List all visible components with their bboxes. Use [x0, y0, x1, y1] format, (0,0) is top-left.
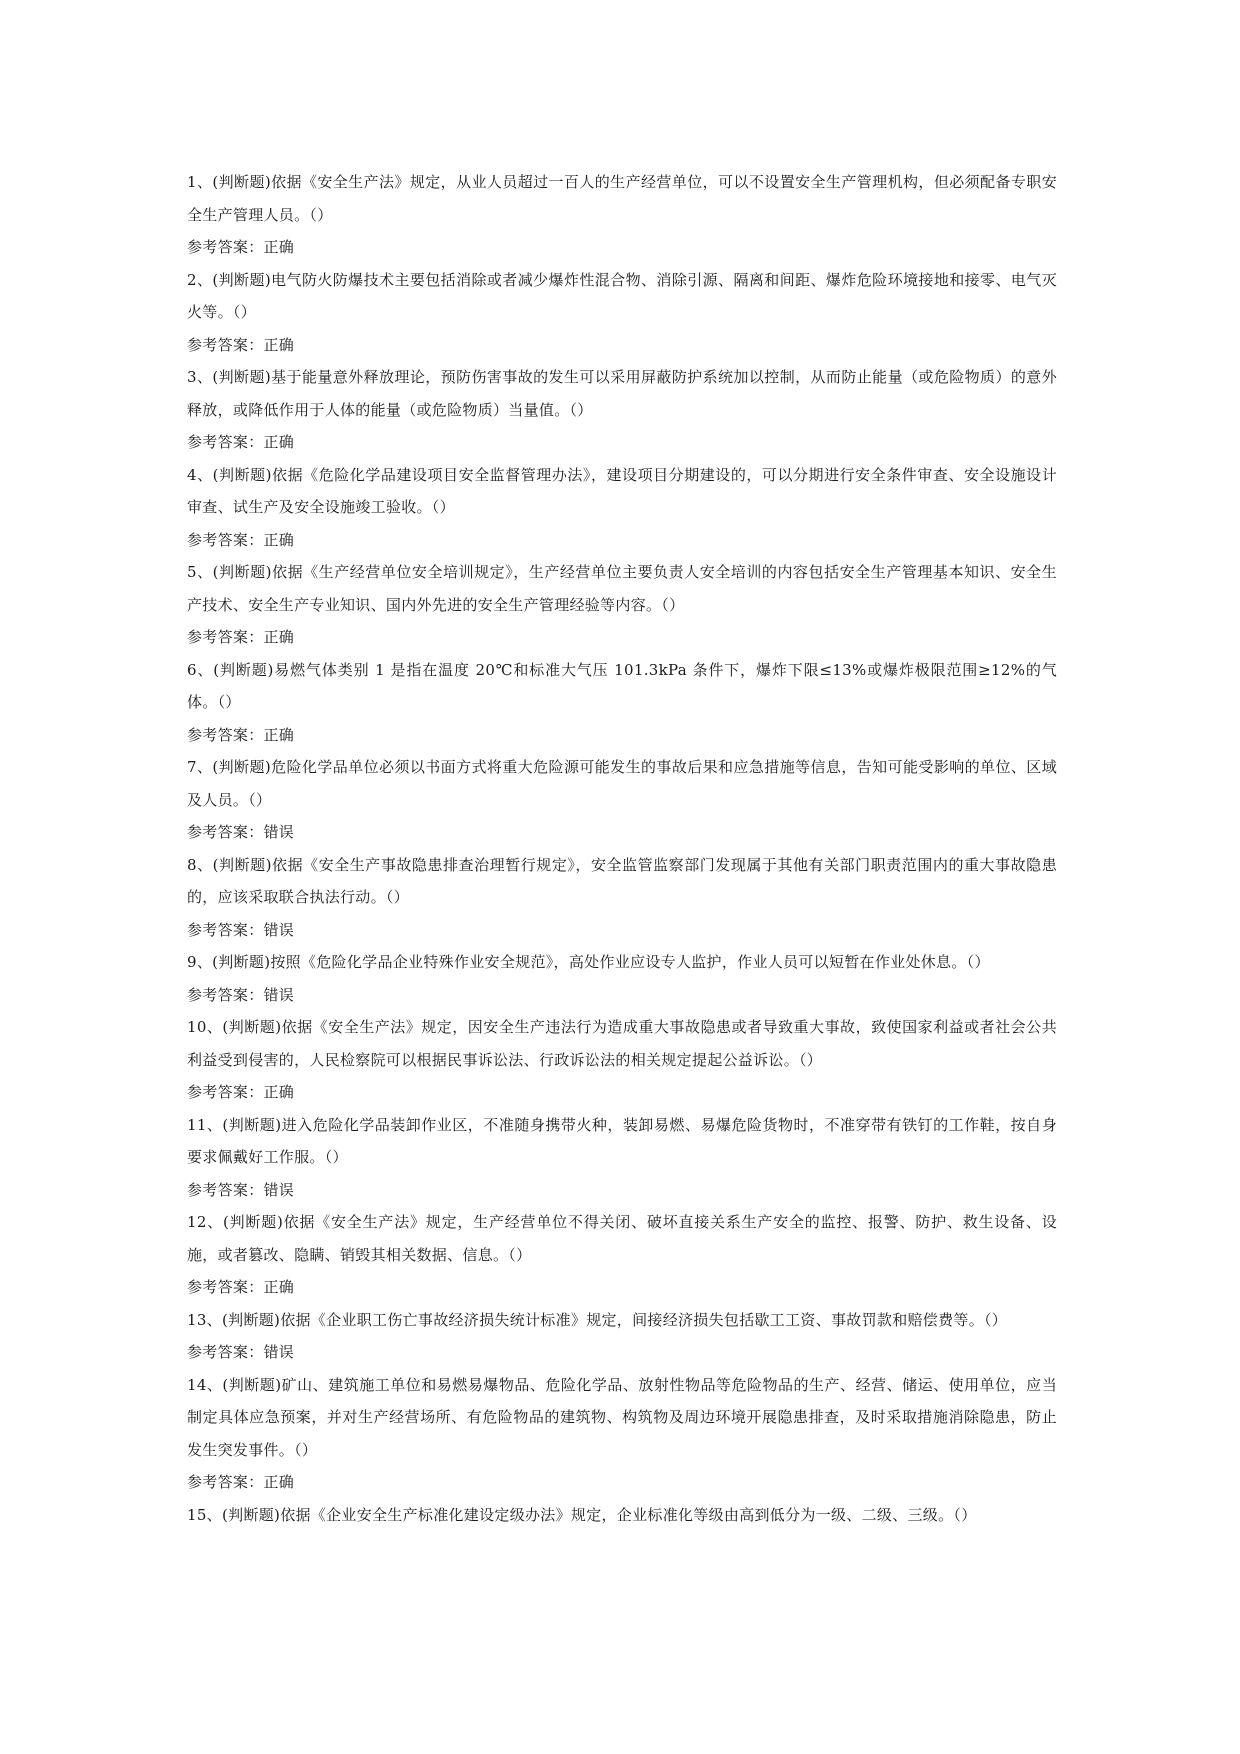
question-1: 1、(判断题)依据《安全生产法》规定，从业人员超过一百人的生产经营单位，可以不设置安全生产管理机构，但必须配备专职安全生产管理人员。（） [187, 173, 1057, 224]
question-2: 2、(判断题)电气防火防爆技术主要包括消除或者减少爆炸性混合物、消除引源、隔离和间距、爆炸危险环境接地和接零、电气灭火等。（） [187, 270, 1057, 321]
answer-4: 参考答案：正确 [187, 530, 295, 549]
answer-11: 参考答案：错误 [187, 1180, 295, 1199]
answer-14: 参考答案：正确 [187, 1473, 295, 1491]
question-9: 9、(判断题)按照《危险化学品企业特殊作业安全规范》，高处作业应设专人监护，作业人员可以短暂在作业处休息。（） [187, 953, 990, 971]
answer-5: 参考答案：正确 [187, 628, 295, 646]
question-11: 11、(判断题)进入危险化学品装卸作业区，不准随身携带火种，装卸易燃、易爆危险货物时，不准穿带有铁钉的工作鞋，按自身要求佩戴好工作服。（） [187, 1115, 1057, 1166]
question-14: 14、(判断题)矿山、建筑施工单位和易燃易爆物品、危险化学品、放射性物品等危险物品的生产、经营、储运、使用单位，应当制定具体应急预案，并对生产经营场所、有危险物品的建筑物、构筑物及周边环境开展隐患排查，及时采取措施消除隐患，防止发生突发事件。（） [187, 1375, 1057, 1459]
answer-9: 参考答案：错误 [187, 985, 295, 1004]
question-10: 10、(判断题)依据《安全生产法》规定，因安全生产违法行为造成重大事故隐患或者导致重大事故，致使国家利益或者社会公共利益受到侵害的，人民检察院可以根据民事诉讼法、行政诉讼法的相关规定提起公益诉讼。（） [187, 1018, 1057, 1069]
answer-8: 参考答案：错误 [187, 920, 295, 939]
question-7: 7、(判断题)危险化学品单位必须以书面方式将重大危险源可能发生的事故后果和应急措施等信息，告知可能受影响的单位、区域及人员。（） [187, 758, 1057, 809]
answer-3: 参考答案：正确 [187, 433, 295, 451]
answer-13: 参考答案：错误 [187, 1343, 295, 1361]
answer-6: 参考答案：正确 [187, 725, 295, 744]
question-5: 5、(判断题)依据《生产经营单位安全培训规定》，生产经营单位主要负责人安全培训的内容包括安全生产管理基本知识、安全生产技术、安全生产专业知识、国内外先进的安全生产管理经验等内容。（） [187, 563, 1057, 614]
answer-7: 参考答案：错误 [187, 823, 295, 841]
question-15: 15、(判断题)依据《企业安全生产标准化建设定级办法》规定，企业标准化等级由高到低分为一级、二级、三级。（） [187, 1505, 977, 1524]
question-12: 12、(判断题)依据《安全生产法》规定，生产经营单位不得关闭、破坏直接关系生产安全的监控、报警、防护、救生设备、设施，或者篡改、隐瞒、销毁其相关数据、信息。（） [187, 1213, 1057, 1264]
question-list [187, 166, 1057, 1531]
answer-10: 参考答案：正确 [187, 1083, 295, 1101]
answer-1: 参考答案：正确 [187, 238, 295, 256]
question-3: 3、(判断题)基于能量意外释放理论，预防伤害事故的发生可以采用屏蔽防护系统加以控制，从而防止能量（或危险物质）的意外释放，或降低作用于人体的能量（或危险物质）当量值。（） [187, 368, 1057, 419]
question-13: 13、(判断题)依据《企业职工伤亡事故经济损失统计标准》规定，间接经济损失包括歇工工资、事故罚款和赔偿费等。（） [187, 1310, 1008, 1329]
question-8: 8、(判断题)依据《安全生产事故隐患排查治理暂行规定》，安全监管监察部门发现属于其他有关部门职责范围内的重大事故隐患的，应该采取联合执法行动。（） [187, 855, 1057, 906]
question-4: 4、(判断题)依据《危险化学品建设项目安全监督管理办法》，建设项目分期建设的，可以分期进行安全条件审查、安全设施设计审查、试生产及安全设施竣工验收。（） [187, 465, 1057, 516]
answer-2: 参考答案：正确 [187, 335, 295, 354]
question-6: 6、(判断题)易燃气体类别 1 是指在温度 20℃和标准大气压 101.3kPa 条件下，爆炸下限≤13%或爆炸极限范围≥12%的气体。（） [187, 660, 1057, 711]
answer-12: 参考答案：正确 [187, 1278, 295, 1296]
